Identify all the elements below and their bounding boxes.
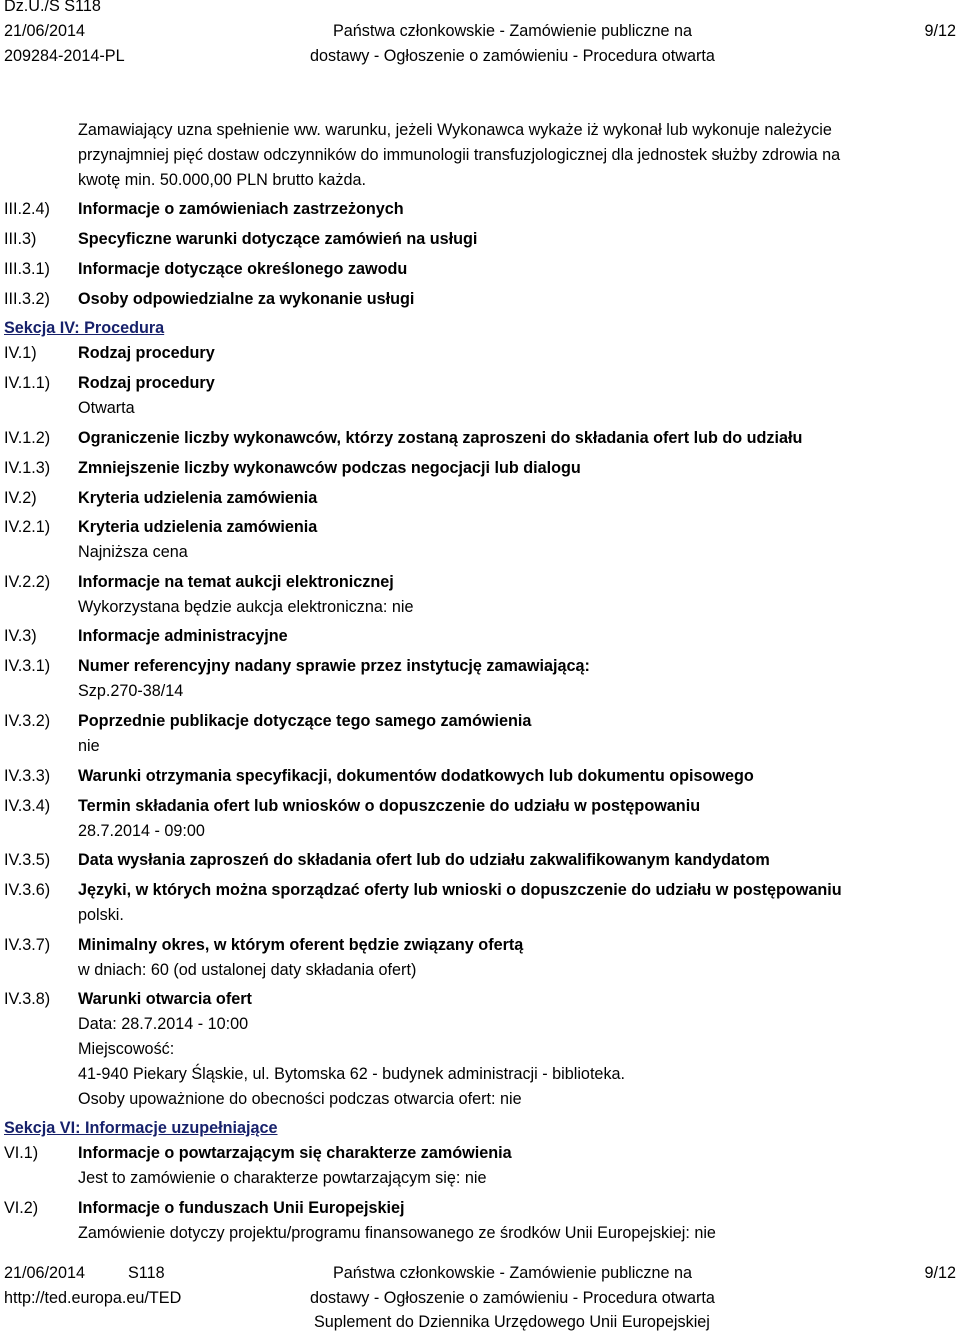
- section-heading: Warunki otrzymania specyfikacji, dokumentów dodatkowych lub dokumentu opisowego: [78, 767, 754, 785]
- intro-line-2: przynajmniej pięć dostaw odczynników do immunologii transfuzjologicznej dla jednostek służby zdrowia na: [78, 146, 841, 164]
- section-number: IV.3): [4, 627, 37, 645]
- section-value: Szp.270-38/14: [78, 682, 184, 700]
- section-heading: Języki, w których można sporządzać oferty lub wnioski o dopuszczenie do udziału w postępowaniu: [78, 881, 842, 899]
- section-value: Zamówienie dotyczy projektu/programu finansowanego ze środków Unii Europejskiej: nie: [78, 1224, 716, 1242]
- section-number: III.3.2): [4, 290, 50, 308]
- section-heading: Informacje o powtarzającym się charakterze zamówienia: [78, 1144, 512, 1162]
- section-value: Wykorzystana będzie aukcja elektroniczna: nie: [78, 598, 414, 616]
- header-title-line2: dostawy - Ogłoszenie o zamówieniu - Procedura otwarta: [310, 47, 715, 65]
- opening-place: 41-940 Piekary Śląskie, ul. Bytomska 62 - budynek administracji - biblioteka.: [78, 1065, 626, 1083]
- section-number: IV.3.2): [4, 712, 51, 730]
- section-value: polski.: [78, 906, 124, 924]
- section-value: Jest to zamówienie o charakterze powtarzającym się: nie: [78, 1169, 487, 1187]
- section-heading: Informacje o zamówieniach zastrzeżonych: [78, 200, 404, 218]
- section-value: nie: [78, 737, 100, 755]
- header-title-line1: Państwa członkowskie - Zamówienie publiczne na: [333, 22, 692, 40]
- section-number: VI.2): [4, 1199, 39, 1217]
- section-heading: Informacje dotyczące określonego zawodu: [78, 260, 408, 278]
- section-heading: Poprzednie publikacje dotyczące tego samego zamówienia: [78, 712, 532, 730]
- footer-page-number: 9/12: [924, 1264, 956, 1282]
- section-heading: Specyficzne warunki dotyczące zamówień na usługi: [78, 230, 478, 248]
- section-heading: Informacje o funduszach Unii Europejskiej: [78, 1199, 405, 1217]
- section-heading: Warunki otwarcia ofert: [78, 990, 252, 1008]
- notice-number: 209284-2014-PL: [4, 47, 125, 65]
- footer-series: S118: [128, 1264, 165, 1282]
- header-page-number: 9/12: [924, 22, 956, 40]
- header: [0, 0, 960, 70]
- section-heading: Rodzaj procedury: [78, 374, 215, 392]
- footer-title-line2: dostawy - Ogłoszenie o zamówieniu - Procedura otwarta: [310, 1289, 715, 1307]
- footer-title-line1: Państwa członkowskie - Zamówienie publiczne na: [333, 1264, 692, 1282]
- section-heading: Osoby odpowiedzialne za wykonanie usługi: [78, 290, 415, 308]
- opening-place-label: Miejscowość:: [78, 1040, 175, 1058]
- opening-date: Data: 28.7.2014 - 10:00: [78, 1015, 249, 1033]
- section-heading: Rodzaj procedury: [78, 344, 215, 362]
- section-iv-title: Sekcja IV: Procedura: [4, 319, 165, 337]
- section-number: IV.1.3): [4, 459, 51, 477]
- section-number: III.2.4): [4, 200, 50, 218]
- section-heading: Data wysłania zaproszeń do składania ofert lub do udziału zakwalifikowanym kandydatom: [78, 851, 770, 869]
- section-value: 28.7.2014 - 09:00: [78, 822, 205, 840]
- section-heading: Termin składania ofert lub wniosków o dopuszczenie do udziału w postępowaniu: [78, 797, 701, 815]
- section-number: IV.2.2): [4, 573, 51, 591]
- section-number: III.3.1): [4, 260, 50, 278]
- footer-title-line3: Suplement do Dziennika Urzędowego Unii Europejskiej: [314, 1313, 710, 1331]
- section-heading: Kryteria udzielenia zamówienia: [78, 518, 318, 536]
- section-heading: Informacje na temat aukcji elektronicznej: [78, 573, 394, 591]
- section-number: IV.2.1): [4, 518, 51, 536]
- footer-link[interactable]: http://ted.europa.eu/TED: [4, 1289, 182, 1307]
- section-number: IV.3.8): [4, 990, 51, 1008]
- section-vi-title: Sekcja VI: Informacje uzupełniające: [4, 1119, 278, 1137]
- intro-line-1: Zamawiający uzna spełnienie ww. warunku, jeżeli Wykonawca wykaże iż wykonał lub wykonuje należycie: [78, 121, 832, 139]
- section-number: IV.3.4): [4, 797, 51, 815]
- section-number: IV.3.6): [4, 881, 51, 899]
- section-number: IV.1.2): [4, 429, 51, 447]
- opening-persons: Osoby upoważnione do obecności podczas otwarcia ofert: nie: [78, 1090, 522, 1108]
- section-number: VI.1): [4, 1144, 39, 1162]
- section-number: III.3): [4, 230, 37, 248]
- section-number: IV.2): [4, 489, 37, 507]
- section-number: IV.3.5): [4, 851, 51, 869]
- section-heading: Informacje administracyjne: [78, 627, 288, 645]
- section-value: w dniach: 60 (od ustalonej daty składania ofert): [78, 961, 417, 979]
- section-value: Najniższa cena: [78, 543, 188, 561]
- section-value: Otwarta: [78, 399, 135, 417]
- section-number: IV.3.7): [4, 936, 51, 954]
- section-number: IV.1): [4, 344, 37, 362]
- section-heading: Minimalny okres, w którym oferent będzie związany ofertą: [78, 936, 524, 954]
- section-heading: Numer referencyjny nadany sprawie przez instytucję zamawiającą:: [78, 657, 590, 675]
- footer-date: 21/06/2014: [4, 1264, 86, 1282]
- section-number: IV.1.1): [4, 374, 51, 392]
- section-heading: Kryteria udzielenia zamówienia: [78, 489, 318, 507]
- section-number: IV.3.3): [4, 767, 51, 785]
- section-number: IV.3.1): [4, 657, 51, 675]
- intro-line-3: kwotę min. 50.000,00 PLN brutto każda.: [78, 171, 366, 189]
- section-heading: Zmniejszenie liczby wykonawców podczas negocjacji lub dialogu: [78, 459, 581, 477]
- section-heading: Ograniczenie liczby wykonawców, którzy zostaną zaproszeni do składania ofert lub do udziału: [78, 429, 803, 447]
- footer: [0, 1258, 960, 1334]
- journal-ref: Dz.U./S S118: [4, 0, 101, 15]
- header-date: 21/06/2014: [4, 22, 86, 40]
